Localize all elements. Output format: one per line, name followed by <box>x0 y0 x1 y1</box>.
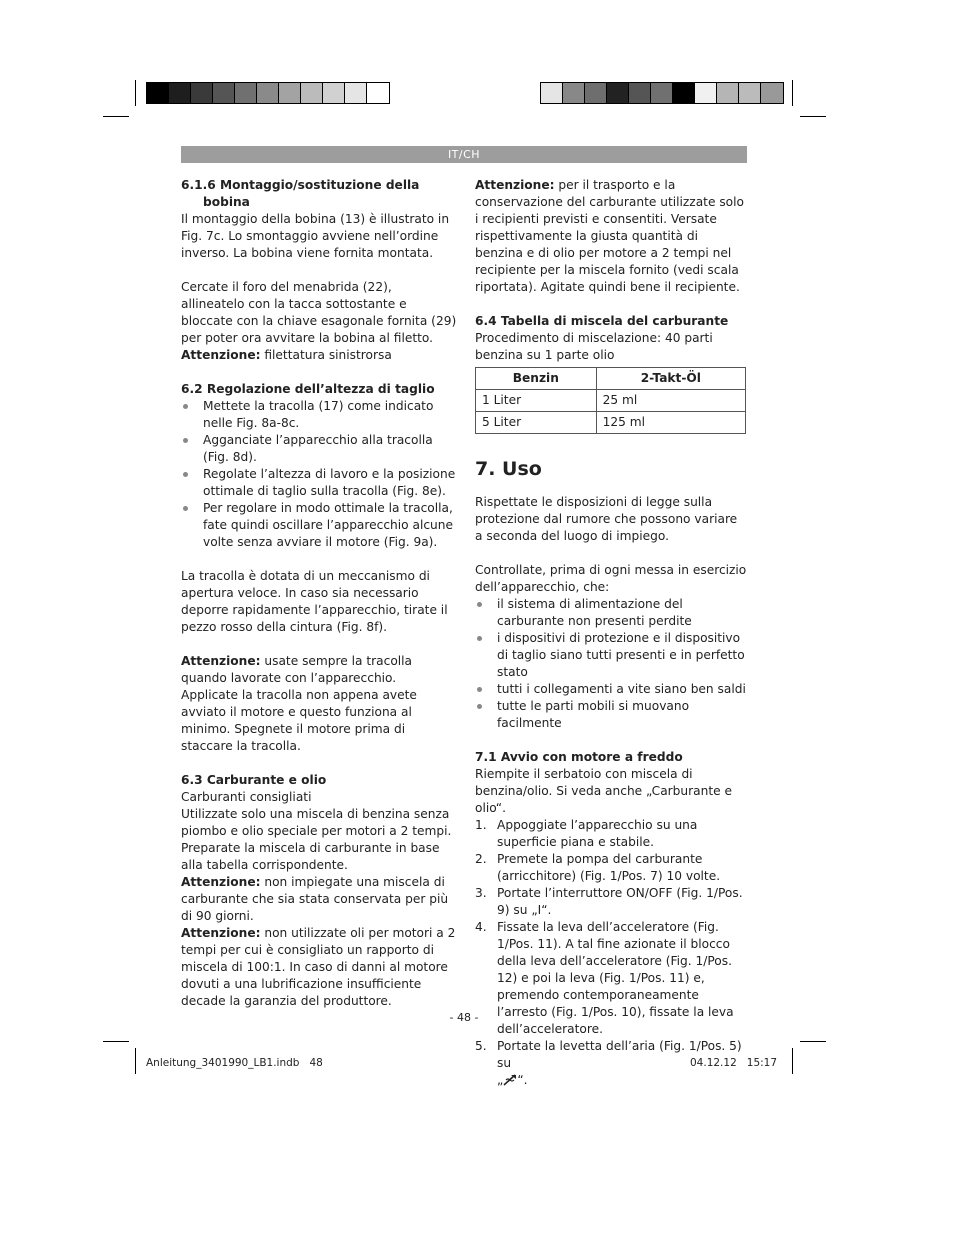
paragraph: Riempite il serbatoio con miscela di benzina/olio. Si veda anche „Carburante e olio“. <box>475 767 732 815</box>
color-bar-right <box>540 82 784 104</box>
color-swatch <box>213 83 235 103</box>
paragraph: La tracolla è dotata di un meccanismo di apertura veloce. In caso sia necessario deporre rapidamente l’apparecchio, tirate il pezzo rosso della cintura (Fig. 8f). <box>181 569 448 634</box>
color-swatch <box>585 83 607 103</box>
language-band: IT/CH <box>181 146 747 163</box>
color-bar-left <box>146 82 390 104</box>
color-swatch <box>717 83 739 103</box>
bullet-list <box>181 398 457 551</box>
color-swatch <box>629 83 651 103</box>
right-column <box>475 177 747 1091</box>
crop-mark-tr-v <box>792 80 793 106</box>
list-item: Agganciate l’apparecchio alla tracolla (Fig. 8d). <box>181 432 457 466</box>
table-row <box>476 390 746 412</box>
table-header: Benzin <box>476 368 597 390</box>
section-6-2-title: 6.2 Regolazione dell’altezza di taglio <box>181 382 435 396</box>
paragraph: Rispettate le disposizioni di legge sulla protezione dal rumore che possono variare a seconda del luogo di impiego. <box>475 495 738 543</box>
paragraph: Controllate, prima di ogni messa in esercizio dell’apparecchio, che: <box>475 563 747 594</box>
warning-label: Attenzione: <box>181 926 261 940</box>
subheading: Carburanti consigliati <box>181 790 312 804</box>
list-item: i dispositivi di protezione e il dispositivo di taglio siano tutti presenti e in perfetto stato <box>475 630 747 681</box>
paragraph: Attenzione: usate sempre la tracolla quando lavorate con l’apparecchio. Applicate la tracolla non appena avete avviato il motore e questo funziona al minimo. Spegnete il motore prima di staccare la tracolla. <box>181 654 417 753</box>
color-swatch <box>541 83 563 103</box>
paragraph: Procedimento di miscelazione: 40 parti benzina su 1 parte olio <box>475 331 713 362</box>
paragraph: Attenzione: per il trasporto e la conservazione del carburante utilizzate solo i recipienti previsti e consentiti. Versate rispettivamente la giusta quantità di benzina e di olio per motore a 2 tempi nel recipiente per la miscela fornito (vedi scala riportata). Agitate quindi bene il recipiente. <box>475 178 744 294</box>
bullet-list <box>475 596 747 732</box>
table-cell: 25 ml <box>596 390 745 412</box>
color-swatch <box>739 83 761 103</box>
crop-mark-br-h <box>800 1041 826 1042</box>
warning-label: Attenzione: <box>181 875 261 889</box>
list-item: tutte le parti mobili si muovano facilmente <box>475 698 747 732</box>
color-swatch <box>279 83 301 103</box>
crop-mark-br-v <box>792 1048 793 1074</box>
crop-mark-bl-v <box>135 1048 136 1074</box>
page-number: - 48 - <box>449 1011 479 1024</box>
warning-label: Attenzione: <box>181 348 261 362</box>
list-item: 4. Fissate la leva dell’acceleratore (Fig. 1/Pos. 11). A tal fine azionate il blocco della leva dell’acceleratore (Fig. 1/Pos. 12) e poi la leva (Fig. 1/Pos. 11) e, premendo contemporaneamente l’arresto (Fig. 1/Pos. 10), fissate la leva dell’acceleratore. <box>475 920 734 1036</box>
table-header: 2-Takt-Öl <box>596 368 745 390</box>
color-swatch <box>169 83 191 103</box>
list-item: 5. Portate la levetta dell’aria (Fig. 1/Pos. 5) su „ “. <box>475 1038 747 1091</box>
table-cell: 1 Liter <box>476 390 597 412</box>
footer-file: Anleitung_3401990_LB1.indb 48 <box>146 1057 323 1069</box>
color-swatch <box>563 83 585 103</box>
list-item: Mettete la tracolla (17) come indicato nelle Fig. 8a-8c. <box>181 398 457 432</box>
color-swatch <box>191 83 213 103</box>
paragraph: Il montaggio della bobina (13) è illustrato in Fig. 7c. Lo smontaggio avviene nell’ordine inverso. La bobina viene fornita montata. <box>181 212 450 260</box>
color-swatch <box>147 83 169 103</box>
section-7-1-title: 7.1 Avvio con motore a freddo <box>475 750 683 764</box>
color-swatch <box>367 83 389 103</box>
warning-label: Attenzione: <box>475 178 555 192</box>
list-item: il sistema di alimentazione del carburante non presenti perdite <box>475 596 747 630</box>
paragraph: Utilizzate solo una miscela di benzina senza piombo e olio speciale per motori a 2 tempi. Preparate la miscela di carburante in base alla tabella corrispondente. <box>181 807 452 872</box>
fuel-mix-table <box>475 367 746 434</box>
color-swatch <box>673 83 695 103</box>
list-item: Per regolare in modo ottimale la tracolla, fate quindi oscillare l’apparecchio alcune volte senza avviare il motore (Fig. 9a). <box>181 500 457 551</box>
chapter-7-title: 7. Uso <box>475 458 542 480</box>
table-cell: 125 ml <box>596 412 745 434</box>
table-header-row <box>476 368 746 390</box>
color-swatch <box>345 83 367 103</box>
crop-mark-bl-h <box>103 1041 129 1042</box>
footer-date: 04.12.12 15:17 <box>690 1057 778 1069</box>
color-swatch <box>761 83 783 103</box>
section-6-3-title: 6.3 Carburante e olio <box>181 773 327 787</box>
color-swatch <box>301 83 323 103</box>
list-item: tutti i collegamenti a vite siano ben saldi <box>475 681 747 698</box>
choke-icon <box>503 1074 517 1091</box>
color-swatch <box>235 83 257 103</box>
color-swatch <box>607 83 629 103</box>
crop-mark-tl-v <box>135 80 136 106</box>
paragraph: Attenzione: non utilizzate oli per motori a 2 tempi per cui è consigliato un rapporto di miscela di 100:1. In caso di danni al motore dovuti a una lubrificazione insufficiente decade la garanzia del produttore. <box>181 926 456 1008</box>
list-item: 2. Premete la pompa del carburante (arricchitore) (Fig. 1/Pos. 7) 10 volte. <box>475 852 721 883</box>
section-6-1-6-title-cont: bobina <box>203 195 250 209</box>
color-swatch <box>695 83 717 103</box>
crop-mark-tr-h <box>800 116 826 117</box>
table-row <box>476 412 746 434</box>
list-item: Regolate l’altezza di lavoro e la posizione ottimale di taglio sulla tracolla (Fig. 8e). <box>181 466 457 500</box>
paragraph: Attenzione: non impiegate una miscela di carburante che sia stata conservata per più di 90 giorni. <box>181 875 449 923</box>
section-6-4-title: 6.4 Tabella di miscela del carburante <box>475 314 729 328</box>
paragraph: Cercate il foro del menabrida (22), allineatelo con la tacca sottostante e bloccate con la chiave esagonale fornita (29) per poter ora avvitare la bobina al filetto. Attenzione: filettatura sinistrorsa <box>181 280 457 362</box>
warning-label: Attenzione: <box>181 654 261 668</box>
color-swatch <box>257 83 279 103</box>
color-swatch <box>323 83 345 103</box>
table-cell: 5 Liter <box>476 412 597 434</box>
list-item: 1. Appoggiate l’apparecchio su una superficie piana e stabile. <box>475 818 698 849</box>
left-column <box>181 177 457 1010</box>
crop-mark-tl-h <box>103 116 129 117</box>
list-item: 3. Portate l’interruttore ON/OFF (Fig. 1/Pos. 9) su „I“. <box>475 886 743 917</box>
numbered-list <box>475 817 747 1091</box>
section-6-1-6-title: 6.1.6 Montaggio/sostituzione della <box>181 178 420 192</box>
color-swatch <box>651 83 673 103</box>
